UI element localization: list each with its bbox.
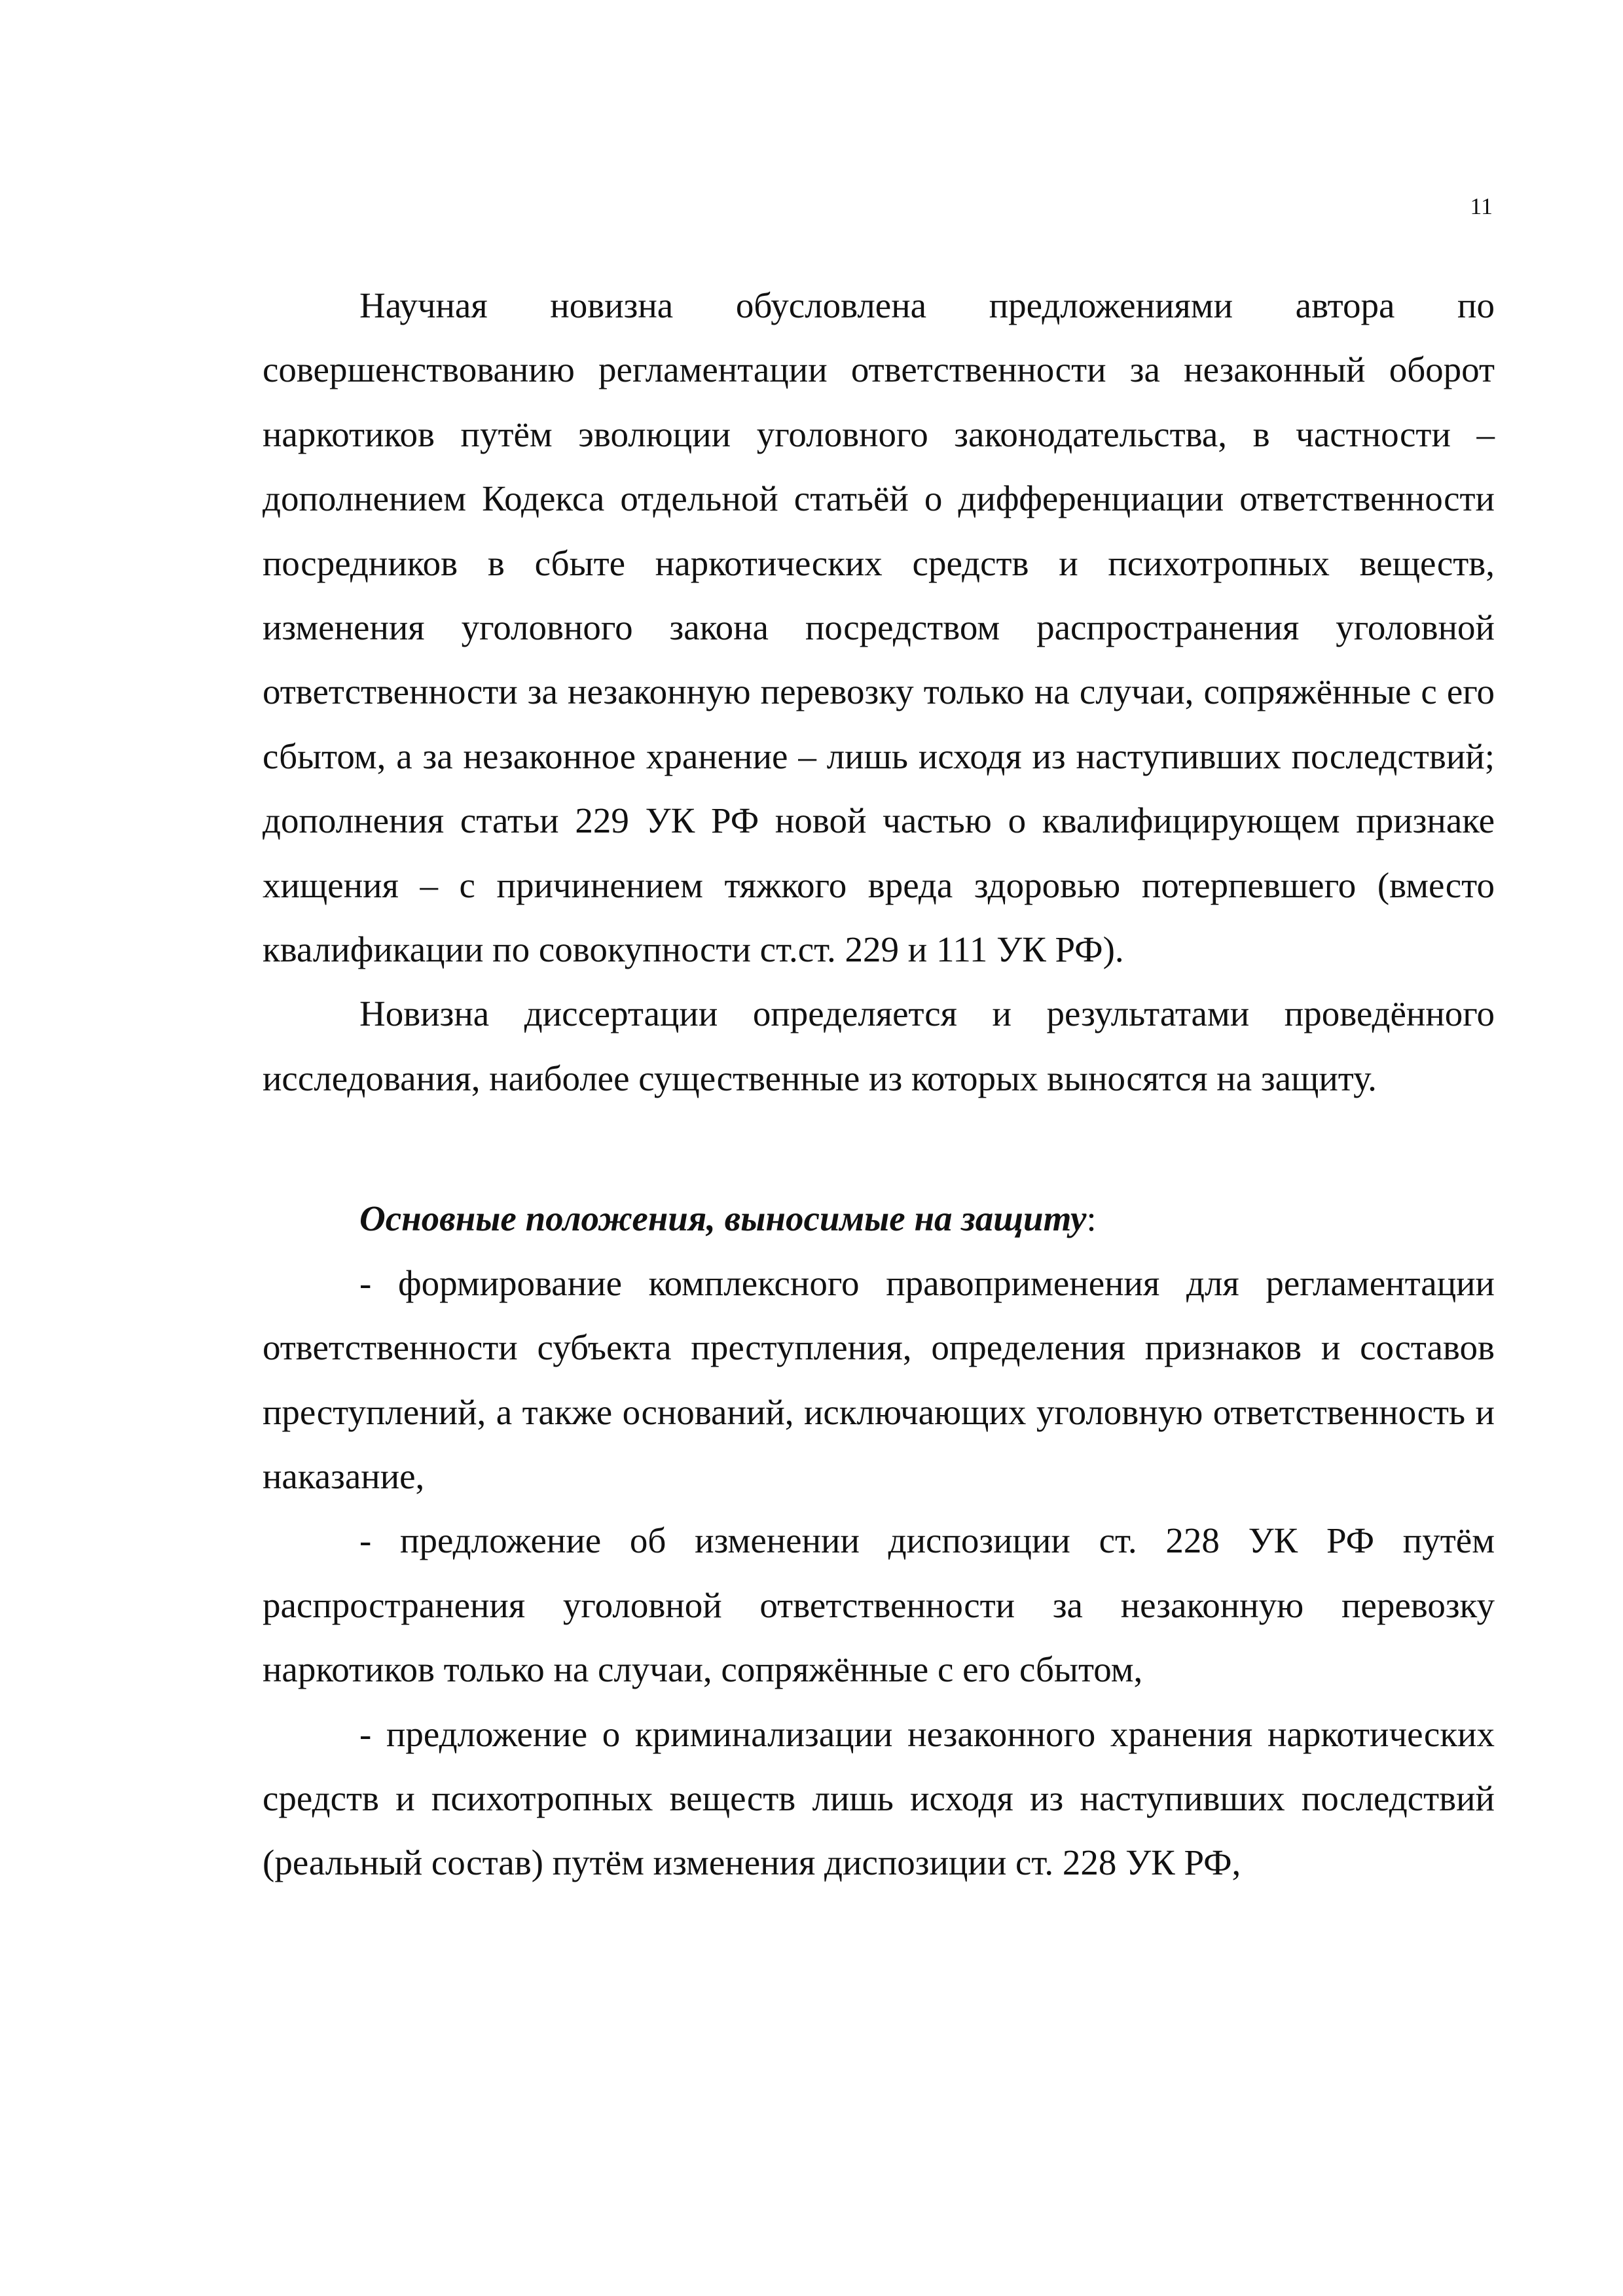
thesis-item: - предложение о криминализации незаконного хранения наркотических средств и психотропных веществ лишь исходя из наступивших последствий (реальный состав) путём изменения диспозиции ст. 228 УК РФ, [263,1713,1495,1883]
paragraph-research-results: Новизна диссертации определяется и результатами проведённого исследования, наиболее существенные из которых выносятся на защиту. [263,994,1495,1098]
section-heading [263,1187,1495,1251]
paragraph-scientific-novelty: Научная новизна обусловлена предложениями автора по совершенствованию регламентации ответственности за незаконный оборот наркотиков путём эволюции уголовного законодательства, в частности – дополнением Кодекса отдельной статьёй о дифференциации ответственности посредников в сбыте наркотических средств и психотропных веществ, изменения уголовного закона посредством распространения уголовной ответственности за незаконную перевозку только на случаи, сопряжённые с его сбытом, а за незаконное хранение – лишь исходя из наступивших последствий; дополнения статьи 229 УК РФ новой частью о квалифицирующем признаке хищения – с причинением тяжкого вреда здоровью потерпевшего (вместо квалификации по совокупности ст.ст. 229 и 111 УК РФ). [263,285,1495,970]
page-number: 11 [1470,193,1493,219]
body-text [263,274,1495,1895]
section-heading-title: Основные положения, выносимые на защиту [359,1198,1087,1239]
section-heading-colon: : [1086,1198,1097,1239]
thesis-item: - формирование комплексного правоприменения для регламентации ответственности субъекта преступления, определения признаков и составов преступлений, а также оснований, исключающих уголовную ответственность и наказание, [263,1263,1495,1496]
thesis-item: - предложение об изменении диспозиции ст. 228 УК РФ путём распространения уголовной ответственности за незаконную перевозку наркотиков только на случаи, сопряжённые с его сбытом, [263,1520,1495,1690]
